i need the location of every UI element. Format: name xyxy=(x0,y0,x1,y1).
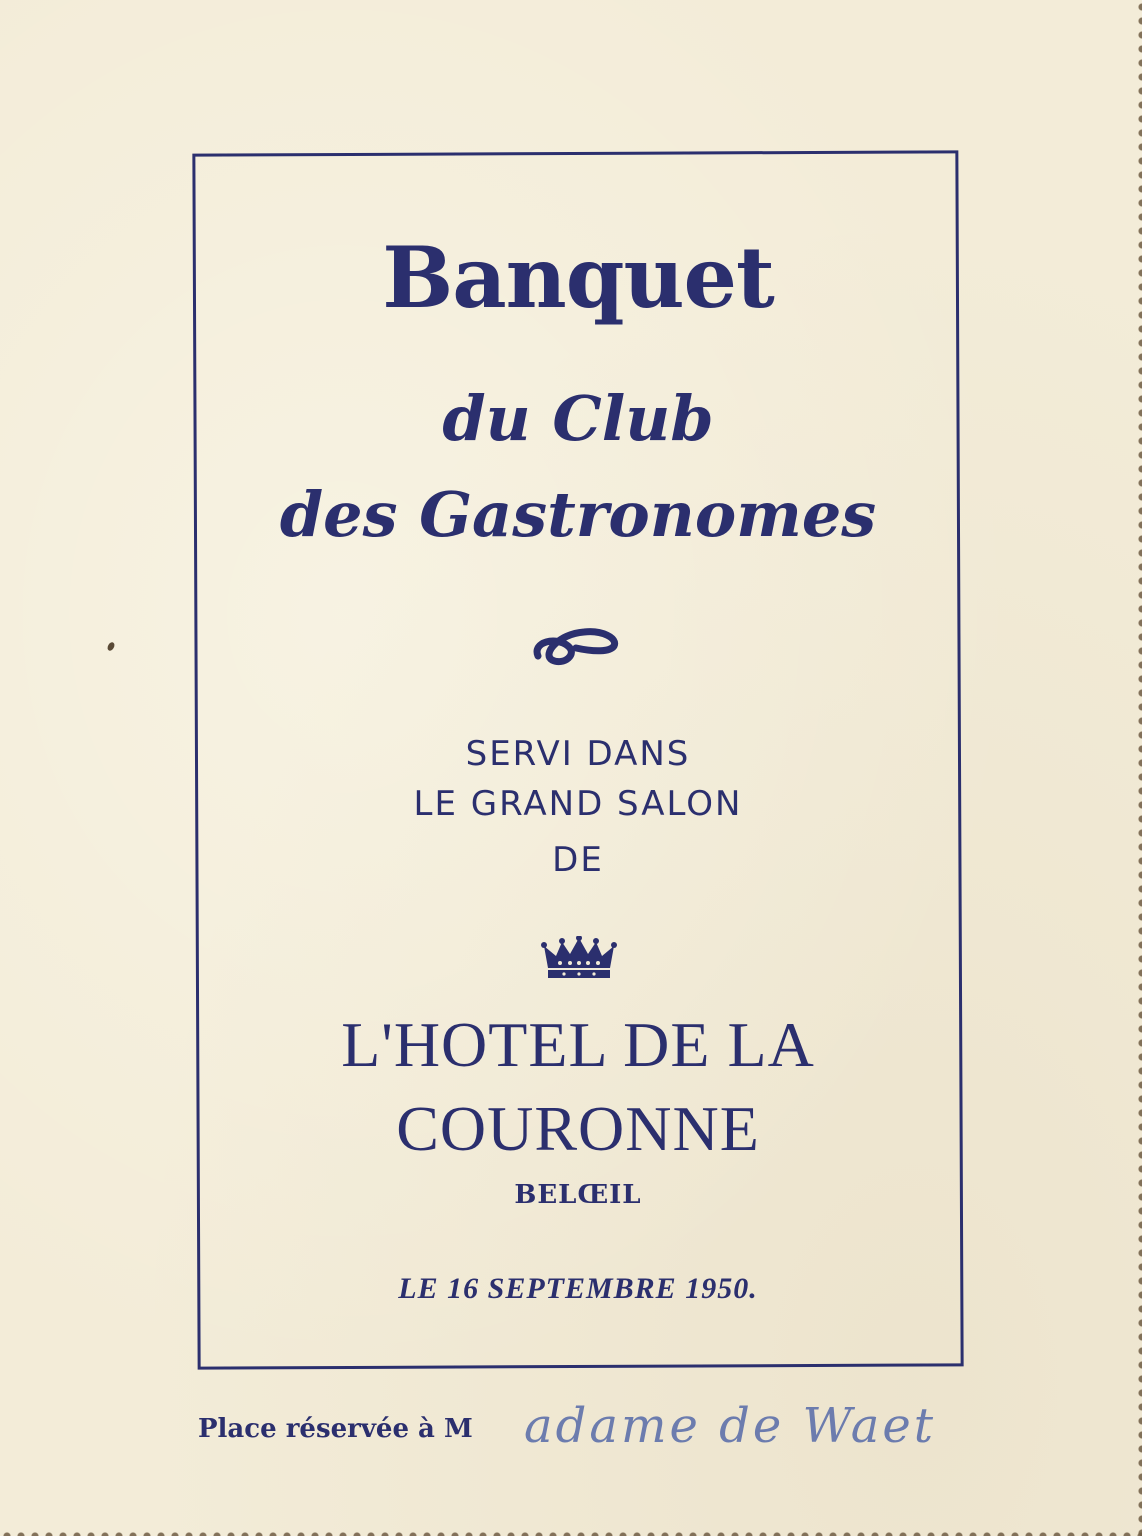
gastronomes-line: des Gastronomes xyxy=(279,478,877,551)
hotel-name-line2: COURONNE xyxy=(396,1093,760,1164)
de-line: DE xyxy=(552,840,604,880)
paper-speck xyxy=(106,641,116,652)
crown-icon xyxy=(540,936,618,980)
banquet-title: Banquet xyxy=(382,228,774,327)
guest-name-handwritten: adame de Waet xyxy=(524,1398,937,1454)
event-date: LE 16 SEPTEMBRE 1950. xyxy=(398,1272,758,1305)
grand-salon-line: LE GRAND SALON xyxy=(413,784,743,824)
reserved-place-label: Place réservée à M xyxy=(198,1414,473,1444)
club-line: du Club xyxy=(442,382,714,455)
hotel-name-line1: L'HOTEL DE LA xyxy=(341,1009,815,1080)
flourish-icon xyxy=(528,612,620,672)
deckled-edge-right xyxy=(1128,0,1142,1536)
served-in-line: SERVI DANS xyxy=(465,734,691,774)
deckled-edge-bottom xyxy=(0,1522,1142,1536)
town-name: BELŒIL xyxy=(514,1180,642,1210)
